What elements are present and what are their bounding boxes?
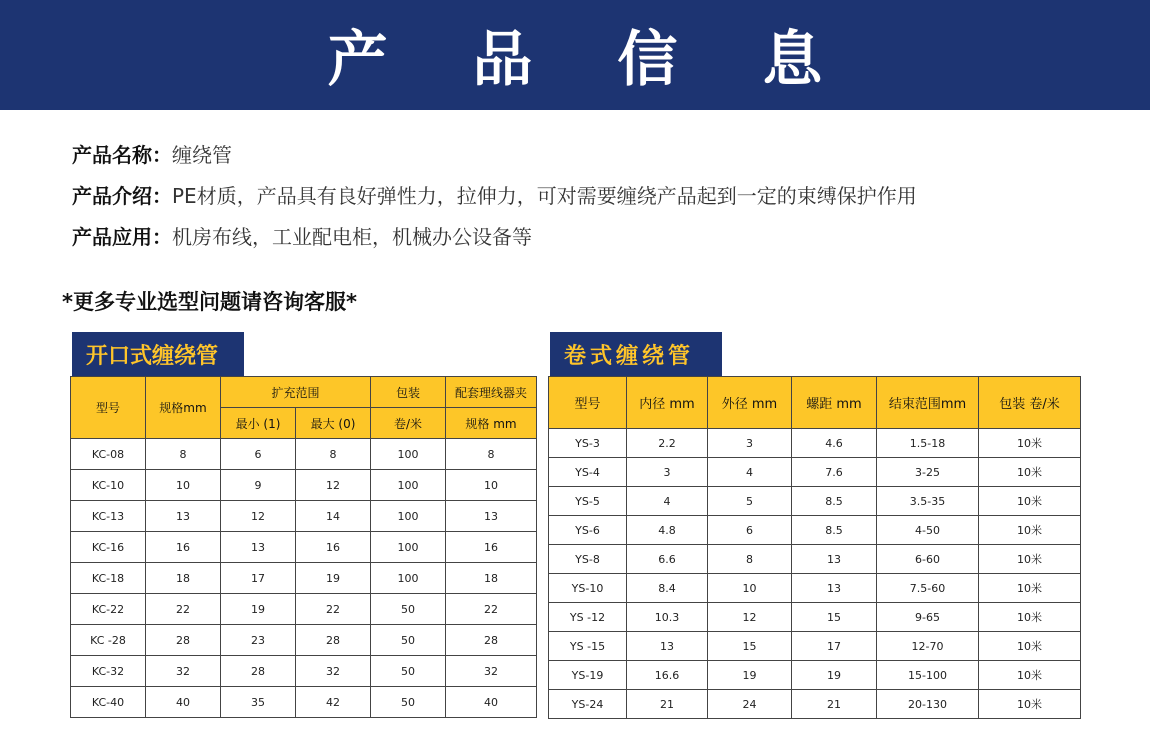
table-cell: 12 bbox=[296, 470, 371, 501]
table-cell: 10米 bbox=[979, 429, 1081, 458]
table-row bbox=[71, 470, 537, 501]
table-cell: KC-40 bbox=[71, 687, 146, 718]
product-intro-row bbox=[72, 176, 917, 217]
table-cell: 12 bbox=[708, 603, 792, 632]
table-cell: 16 bbox=[296, 532, 371, 563]
table-cell: 32 bbox=[146, 656, 221, 687]
table-cell: 8 bbox=[146, 439, 221, 470]
table-cell: 3 bbox=[708, 429, 792, 458]
table-cell: 4.8 bbox=[627, 516, 708, 545]
table-cell: 16.6 bbox=[627, 661, 708, 690]
table-cell: 10.3 bbox=[627, 603, 708, 632]
table-row bbox=[549, 429, 1081, 458]
table-cell: 10米 bbox=[979, 545, 1081, 574]
table-cell: 8 bbox=[708, 545, 792, 574]
table-cell: KC-10 bbox=[71, 470, 146, 501]
table-cell: 10米 bbox=[979, 661, 1081, 690]
table-cell: 9-65 bbox=[877, 603, 979, 632]
col-header-max: 最大 (0) bbox=[296, 408, 371, 439]
table-cell: 14 bbox=[296, 501, 371, 532]
table-cell: 100 bbox=[371, 532, 446, 563]
table-cell: 35 bbox=[221, 687, 296, 718]
table-cell: 6 bbox=[221, 439, 296, 470]
table-row bbox=[549, 690, 1081, 719]
product-usage-value: 机房布线，工业配电柜，机械办公设备等 bbox=[172, 225, 532, 249]
table-cell: 16 bbox=[446, 532, 537, 563]
table2-title: 卷式缠绕管 bbox=[550, 332, 722, 376]
table-cell: 8 bbox=[296, 439, 371, 470]
product-info bbox=[72, 135, 917, 258]
table-cell: 50 bbox=[371, 656, 446, 687]
col-header-clip-unit: 规格 mm bbox=[446, 408, 537, 439]
table-cell: 1.5-18 bbox=[877, 429, 979, 458]
table-cell: 50 bbox=[371, 625, 446, 656]
table-row bbox=[549, 487, 1081, 516]
table-cell: 13 bbox=[792, 574, 877, 603]
table-cell: 10 bbox=[708, 574, 792, 603]
table-row bbox=[549, 603, 1081, 632]
product-intro-label: 产品介绍： bbox=[72, 184, 172, 208]
product-name-label: 产品名称： bbox=[72, 143, 172, 167]
col-header-clip: 配套理线器夹 bbox=[446, 377, 537, 408]
table-cell: 19 bbox=[296, 563, 371, 594]
table-cell: 40 bbox=[146, 687, 221, 718]
table-cell: YS-19 bbox=[549, 661, 627, 690]
table-cell: YS-4 bbox=[549, 458, 627, 487]
table1-body bbox=[71, 439, 537, 718]
table-cell: YS-10 bbox=[549, 574, 627, 603]
table-cell: 100 bbox=[371, 563, 446, 594]
col-header-min: 最小 (1) bbox=[221, 408, 296, 439]
table-cell: 22 bbox=[296, 594, 371, 625]
product-usage-row bbox=[72, 217, 917, 258]
table-cell: 23 bbox=[221, 625, 296, 656]
table-cell: 10米 bbox=[979, 516, 1081, 545]
table-cell: 13 bbox=[446, 501, 537, 532]
product-name-value: 缠绕管 bbox=[172, 143, 232, 167]
table-cell: 40 bbox=[446, 687, 537, 718]
table-cell: 28 bbox=[296, 625, 371, 656]
table-row bbox=[71, 439, 537, 470]
table-cell: 13 bbox=[221, 532, 296, 563]
table-cell: 10米 bbox=[979, 632, 1081, 661]
table-cell: 7.6 bbox=[792, 458, 877, 487]
table-cell: 16 bbox=[146, 532, 221, 563]
table-row bbox=[549, 661, 1081, 690]
table-row bbox=[71, 563, 537, 594]
table-cell: KC-08 bbox=[71, 439, 146, 470]
table-cell: 18 bbox=[146, 563, 221, 594]
table-cell: 3.5-35 bbox=[877, 487, 979, 516]
table2-body bbox=[549, 429, 1081, 719]
table-cell: 19 bbox=[708, 661, 792, 690]
table-cell: 2.2 bbox=[627, 429, 708, 458]
table-cell: KC -28 bbox=[71, 625, 146, 656]
col-header-pack: 包装 卷/米 bbox=[979, 377, 1081, 429]
table-cell: YS-24 bbox=[549, 690, 627, 719]
table-row bbox=[549, 545, 1081, 574]
table-cell: KC-13 bbox=[71, 501, 146, 532]
table-cell: 100 bbox=[371, 501, 446, 532]
table-cell: 3 bbox=[627, 458, 708, 487]
table-cell: 28 bbox=[446, 625, 537, 656]
table-cell: 100 bbox=[371, 439, 446, 470]
table-row bbox=[549, 516, 1081, 545]
col-header-outer-diameter: 外径 mm bbox=[708, 377, 792, 429]
col-header-expand: 扩充范围 bbox=[221, 377, 371, 408]
table-row bbox=[71, 594, 537, 625]
table-cell: 10 bbox=[446, 470, 537, 501]
col-header-model: 型号 bbox=[549, 377, 627, 429]
col-header-pack: 包装 bbox=[371, 377, 446, 408]
col-header-bundle-range: 结束范围mm bbox=[877, 377, 979, 429]
table-cell: YS-6 bbox=[549, 516, 627, 545]
table-cell: 10米 bbox=[979, 458, 1081, 487]
table-cell: 10米 bbox=[979, 574, 1081, 603]
table-row bbox=[549, 574, 1081, 603]
table-row bbox=[549, 632, 1081, 661]
table-cell: 32 bbox=[296, 656, 371, 687]
roll-wrap-tube-table bbox=[548, 376, 1081, 719]
table-cell: 18 bbox=[446, 563, 537, 594]
table-cell: 10米 bbox=[979, 487, 1081, 516]
consult-note: *更多专业选型问题请咨询客服* bbox=[62, 290, 357, 314]
table-cell: 6-60 bbox=[877, 545, 979, 574]
product-name-row bbox=[72, 135, 917, 176]
col-header-pack-unit: 卷/米 bbox=[371, 408, 446, 439]
table-cell: 12 bbox=[221, 501, 296, 532]
table-row bbox=[71, 687, 537, 718]
table-cell: 17 bbox=[221, 563, 296, 594]
table-cell: KC-32 bbox=[71, 656, 146, 687]
col-header-model: 型号 bbox=[71, 377, 146, 439]
table-cell: KC-18 bbox=[71, 563, 146, 594]
table-cell: 4 bbox=[627, 487, 708, 516]
table-cell: 8.4 bbox=[627, 574, 708, 603]
table-cell: 8 bbox=[446, 439, 537, 470]
table-cell: 12-70 bbox=[877, 632, 979, 661]
table-cell: 5 bbox=[708, 487, 792, 516]
table-row bbox=[71, 625, 537, 656]
table-cell: 6 bbox=[708, 516, 792, 545]
table-cell: 15 bbox=[708, 632, 792, 661]
table-row bbox=[71, 501, 537, 532]
table-cell: YS-3 bbox=[549, 429, 627, 458]
table-cell: 20-130 bbox=[877, 690, 979, 719]
table-cell: 15-100 bbox=[877, 661, 979, 690]
table-cell: 15 bbox=[792, 603, 877, 632]
table-cell: 8.5 bbox=[792, 516, 877, 545]
table-cell: 32 bbox=[446, 656, 537, 687]
table-cell: YS -12 bbox=[549, 603, 627, 632]
table-cell: 22 bbox=[146, 594, 221, 625]
table-row bbox=[71, 532, 537, 563]
table-cell: 19 bbox=[792, 661, 877, 690]
table-cell: 10米 bbox=[979, 603, 1081, 632]
table-cell: YS-8 bbox=[549, 545, 627, 574]
table-cell: 28 bbox=[146, 625, 221, 656]
table-cell: KC-16 bbox=[71, 532, 146, 563]
table-cell: 10米 bbox=[979, 690, 1081, 719]
table-cell: 13 bbox=[146, 501, 221, 532]
table1-title: 开口式缠绕管 bbox=[72, 332, 244, 376]
table-cell: YS -15 bbox=[549, 632, 627, 661]
col-header-spec: 规格mm bbox=[146, 377, 221, 439]
table-cell: 17 bbox=[792, 632, 877, 661]
table-cell: 50 bbox=[371, 594, 446, 625]
table-cell: 9 bbox=[221, 470, 296, 501]
table-cell: 24 bbox=[708, 690, 792, 719]
table-cell: 21 bbox=[627, 690, 708, 719]
product-intro-value: PE材质，产品具有良好弹性力，拉伸力，可对需要缠绕产品起到一定的束缚保护作用 bbox=[172, 184, 917, 208]
table-cell: KC-22 bbox=[71, 594, 146, 625]
product-usage-label: 产品应用： bbox=[72, 225, 172, 249]
open-wrap-tube-table bbox=[70, 376, 537, 718]
table-cell: 42 bbox=[296, 687, 371, 718]
table-cell: YS-5 bbox=[549, 487, 627, 516]
col-header-inner-diameter: 内径 mm bbox=[627, 377, 708, 429]
table-row bbox=[549, 458, 1081, 487]
table-cell: 13 bbox=[627, 632, 708, 661]
table-cell: 22 bbox=[446, 594, 537, 625]
table-cell: 50 bbox=[371, 687, 446, 718]
table-cell: 4 bbox=[708, 458, 792, 487]
table-cell: 4.6 bbox=[792, 429, 877, 458]
table-cell: 10 bbox=[146, 470, 221, 501]
table-cell: 3-25 bbox=[877, 458, 979, 487]
table-cell: 21 bbox=[792, 690, 877, 719]
table-cell: 13 bbox=[792, 545, 877, 574]
page-title: 产 品 信 息 bbox=[327, 25, 855, 95]
table-cell: 8.5 bbox=[792, 487, 877, 516]
table-cell: 6.6 bbox=[627, 545, 708, 574]
table-cell: 19 bbox=[221, 594, 296, 625]
table-cell: 4-50 bbox=[877, 516, 979, 545]
table-cell: 100 bbox=[371, 470, 446, 501]
header-banner bbox=[0, 0, 1150, 110]
table-row bbox=[71, 656, 537, 687]
table-cell: 7.5-60 bbox=[877, 574, 979, 603]
table-cell: 28 bbox=[221, 656, 296, 687]
col-header-pitch: 螺距 mm bbox=[792, 377, 877, 429]
